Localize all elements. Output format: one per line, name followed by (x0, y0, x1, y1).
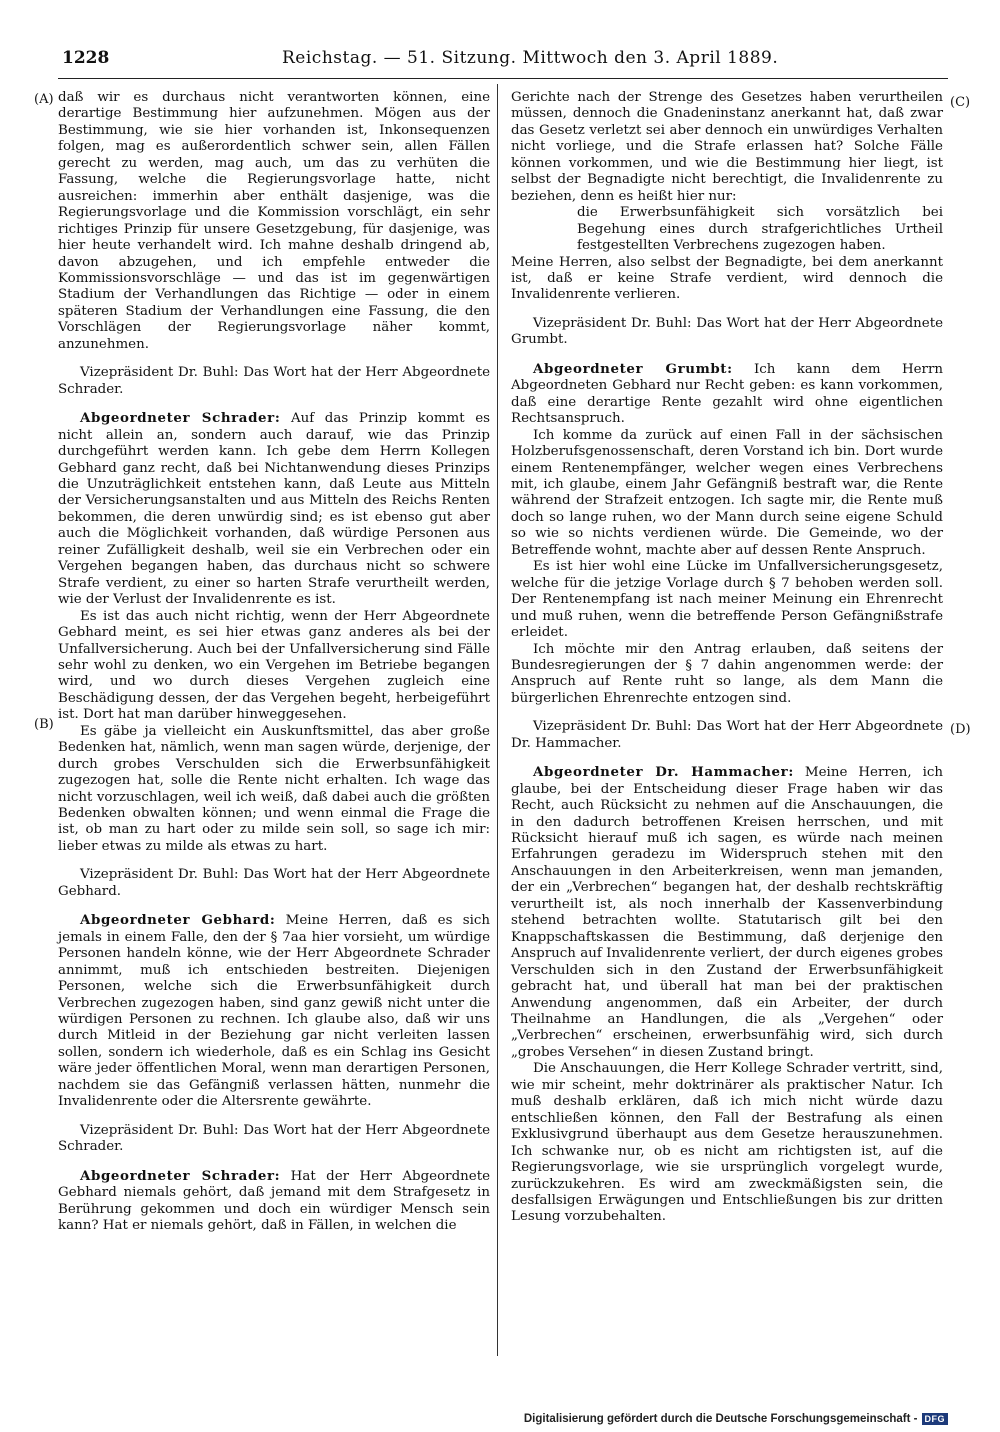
paragraph-president: Vizepräsident Dr. Buhl: Das Wort hat der Herr Abgeordnete Gebhard. (58, 867, 490, 899)
speech-text: Meine Herren, ich glaube, bei der Entscheidung dieser Frage haben wir das Recht, auch Rücksicht zu nehmen auf die Anschauungen, die in den dadurch betroffenen Kreisen herrschen, und mit Rücksicht hierauf muß ich sagen, es würde nach meinen Erfahrungen geradezu im Widerspruch stehen mit den Anschauungen in den Arbeiterkreisen, wenn man jemanden, der ein „Verbrechen“ begangen hat, der deshalb rechtskräftig verurtheilt ist, als noch innerhalb der Kassenverbindung stehend betrachten wollte. Statutarisch gilt bei den Knappschaftskassen die Bestimmung, daß derjenige den Anspruch auf Invalidenrente verliert, der durch eigenes grobes Verschulden sich in den Zustand der Erwerbsunfähigkeit gebracht hat, und überall hat man bei der praktischen Anwendung angenommen, daß ein Arbeiter, der durch Theilnahme an Handlungen, die als „Vergehen“ oder „Verbrechen“ erscheinen, erwerbsunfähig wird, sich durch „grobes Versehen“ in diesen Zustand bringt. (511, 765, 944, 1060)
left-column (58, 90, 490, 1234)
paragraph: Ich komme da zurück auf einen Fall in der sächsischen Holzberufsgenossenschaft, deren Vorstand ich bin. Dort wurde einem Rentenempfänger, welcher wegen eines Verbrechens mit, ich glaube, einem Jahr Gefängniß bestraft war, die Rente während der Strafzeit entzogen. Ich sagte mir, die Rente muß doch so lange ruhen, wo der Mann durch seine eigene Schuld so wie so nichts verdienen würde. Die Gemeinde, wo der Betreffende wohnt, machte aber auf dessen Rente Anspruch. (511, 427, 943, 558)
speaker-name: Abgeordneter Schrader: (80, 1167, 281, 1184)
paragraph-speech (511, 361, 943, 428)
margin-marker-b: (B) (34, 717, 54, 732)
speaker-name: Abgeordneter Schrader: (80, 410, 281, 427)
paragraph-president: Vizepräsident Dr. Buhl: Das Wort hat der Herr Abgeordnete Schrader. (58, 365, 490, 397)
speech-text: Hat der Herr Abgeordnete Gebhard niemals gehört, daß jemand mit dem Strafgesetz in Berührung gekommen und doch ein würdiger Mensch sein kann? Hat er niemals gehört, daß in Fällen, in welchen die (58, 1168, 490, 1233)
page-number: 1228 (62, 48, 110, 68)
paragraph-speech (511, 764, 943, 1061)
speech-text: Auf das Prinzip kommt es nicht allein an, sondern auch darauf, wie das Prinzip durchgeführt werden kann. Ich gebe dem Herrn Kollegen Gebhard ganz recht, daß bei Nichtanwendung dieses Prinzips die Unzuträglichkeit entstehen kann, daß Leute aus Mitteln der Versicherungsanstalten und aus Mitteln des Reichs Renten bekommen, die deren unwürdig sind; es ist ebenso gut aber auch die Möglichkeit vorhanden, daß würdige Personen aus reiner Zufälligkeit deshalb, weil sie ein Verbrechen oder ein Vergehen begangen haben, das durchaus nicht so schwere Strafe verdient, zu einer so harten Strafe verurtheilt werden, wie der Verlust der Invalidenrente es ist. (58, 411, 490, 608)
header-rule (58, 78, 948, 79)
speaker-name: Abgeordneter Gebhard: (80, 912, 276, 929)
paragraph: Gerichte nach der Strenge des Gesetzes haben verurtheilen müssen, dennoch die Gnadeninstanz anerkannt hat, daß zwar das Gesetz verletzt sei aber dennoch ein unwürdiges Verhalten nicht vorliege, und die Strafe erlassen hat? Solche Fälle können vorkommen, und wie die Bestimmung hier liegt, ist selbst der Begnadigte nicht berechtigt, die Invalidenrente zu beziehen, denn es heißt hier nur: (511, 90, 943, 204)
speech-text: Meine Herren, daß es sich jemals in einem Falle, den der § 7aa hier vorsieht, um würdige Personen handeln könne, wie der Herr Abgeordnete Schrader annimmt, muß ich entschieden bestreiten. Diejenigen Personen, welche sich die Erwerbsunfähigkeit durch Verbrechen zugezogen haben, sind ganz gewiß nicht unter die würdigen Personen zu rechnen. Ich glaube also, daß wir uns durch Mitleid in der Beziehung gar nicht verleiten lassen sollen, sondern ich wiederhole, daß es ein Schlag ins Gesicht wäre jeder öffentlichen Moral, wenn man derartigen Personen, nachdem sie das Gefängniß verlassen hätten, nunmehr die Invalidenrente oder die Altersrente gewährte. (58, 913, 490, 1110)
paragraph-president: Vizepräsident Dr. Buhl: Das Wort hat der Herr Abgeordnete Dr. Hammacher. (511, 719, 943, 751)
speech-text: Ich kann dem Herrn Abgeordneten Gebhard nur Recht geben: es kann vorkommen, daß eine derartige Rente gezahlt wird ohne eigentlichen Rechtsanspruch. (511, 361, 943, 427)
right-column (511, 90, 943, 1226)
paragraph-president: Vizepräsident Dr. Buhl: Das Wort hat der Herr Abgeordnete Schrader. (58, 1122, 490, 1155)
paragraph: Es ist das auch nicht richtig, wenn der Herr Abgeordnete Gebhard meint, es sei hier etwas ganz anderes als bei der Unfallversicherung. Auch bei der Unfallversicherung sind Fälle sehr wohl zu denken, wo ein Vergehen im Betriebe begangen wird, und wo durch dieses Vergehen zugleich eine Beschädigung dessen, der das Vergehen begeht, herbeigeführt ist. Dort hat man darüber hinweggesehen. (58, 608, 490, 723)
paragraph: Es ist hier wohl eine Lücke im Unfallversicherungsgesetz, welche für die jetzige Vorlage durch § 7 behoben werden soll. Der Rentenempfang ist nach meiner Meinung ein Ehrenrecht und muß ruhen, wenn die betreffende Person Gefängnißstrafe erleidet. (511, 559, 943, 641)
funding-text: Digitalisierung gefördert durch die Deutsche Forschungsgemeinschaft - (523, 1413, 918, 1425)
paragraph-speech (58, 912, 490, 1110)
funding-footer (524, 1413, 948, 1425)
column-divider (497, 84, 498, 1356)
running-title: Reichstag. — 51. Sitzung. Mittwoch den 3. April 1889. (282, 48, 779, 68)
paragraph: Meine Herren, also selbst der Begnadigte, bei dem anerkannt ist, daß er keine Strafe verdient, wird dennoch die Invalidenrente verlieren. (511, 254, 943, 303)
paragraph: Es gäbe ja vielleicht ein Auskunftsmittel, das aber große Bedenken hat, nämlich, wenn man sagen würde, derjenige, der durch grobes Verschulden sich die Erwerbsunfähigkeit zugezogen hat, solle die Rente nicht erhalten. Ich wage das nicht vorzuschlagen, weil ich weiß, daß dabei auch die größten Bedenken obwalten können; und wenn einmal die Frage die ist, ob man zu hart oder zu milde sein soll, so sage ich mir: lieber etwas zu milde als etwas zu hart. (58, 723, 490, 854)
dfg-logo-icon: DFG (922, 1413, 949, 1425)
margin-marker-a: (A) (34, 92, 54, 107)
page-header (62, 48, 942, 72)
speaker-name: Abgeordneter Grumbt: (533, 360, 733, 377)
paragraph-president: Vizepräsident Dr. Buhl: Das Wort hat der Herr Abgeordnete Grumbt. (511, 315, 943, 348)
margin-marker-d: (D) (950, 722, 971, 737)
paragraph-speech (58, 1168, 490, 1235)
paragraph: Ich möchte mir den Antrag erlauben, daß seitens der Bundesregierungen der § 7 dahin angenommen werde: der Anspruch auf Rente ruht so lange, als dem Mann die bürgerlichen Ehrenrechte entzogen sind. (511, 641, 943, 706)
law-quote: die Erwerbsunfähigkeit sich vorsätzlich bei Begehung eines durch strafgerichtliches Urtheil festgestellten Verbrechens zugezogen haben. (577, 205, 943, 254)
speaker-name: Abgeordneter Dr. Hammacher: (533, 764, 794, 781)
paragraph-speech (58, 410, 490, 608)
paragraph: Die Anschauungen, die Herr Kollege Schrader vertritt, sind, wie mir scheint, mehr doktrinärer als praktischer Natur. Ich muß deshalb erklären, daß ich mich nicht würde dazu entschließen können, den Fall der Bestrafung als einen Exklusivgrund überhaupt aus dem Gesetze herauszunehmen. Ich schwanke nur, ob es nicht am richtigsten ist, auf die Regierungsvorlage, wie sie ursprünglich vorgelegt wurde, zurückzukehren. Es wird am zweckmäßigsten sein, die desfallsigen Erwägungen und Entschließungen bis zur dritten Lesung vorzubehalten. (511, 1061, 943, 1225)
paragraph: daß wir es durchaus nicht verantworten können, eine derartige Bestimmung hier aufzunehmen. Mögen aus der Bestimmung, wie sie hier vorhanden ist, Inkonsequenzen folgen, mag es außerordentlich schwer sein, allen Fällen gerecht zu werden, mag auch, um das zu verhüten die Fassung, welche die Regierungsvorlage hatte, nicht ausreichen: immerhin aber enthält dasjenige, was die Regierungsvorlage und die Kommission vorschlägt, ein sehr richtiges Prinzip für unsere Gesetzgebung, für dasjenige, was hier heute verhandelt wird. Ich mahne deshalb dringend ab, davon abzugehen, und ich empfehle entweder die Kommissionsvorschläge — und das ist im gegenwärtigen Stadium der Verhandlungen das Richtige — oder in einem späteren Stadium der Verhandlungen eine Fassung, die den Vorschlägen der Regierungsvorlage näher kommt, anzunehmen. (58, 90, 490, 352)
margin-marker-c: (C) (950, 95, 971, 110)
